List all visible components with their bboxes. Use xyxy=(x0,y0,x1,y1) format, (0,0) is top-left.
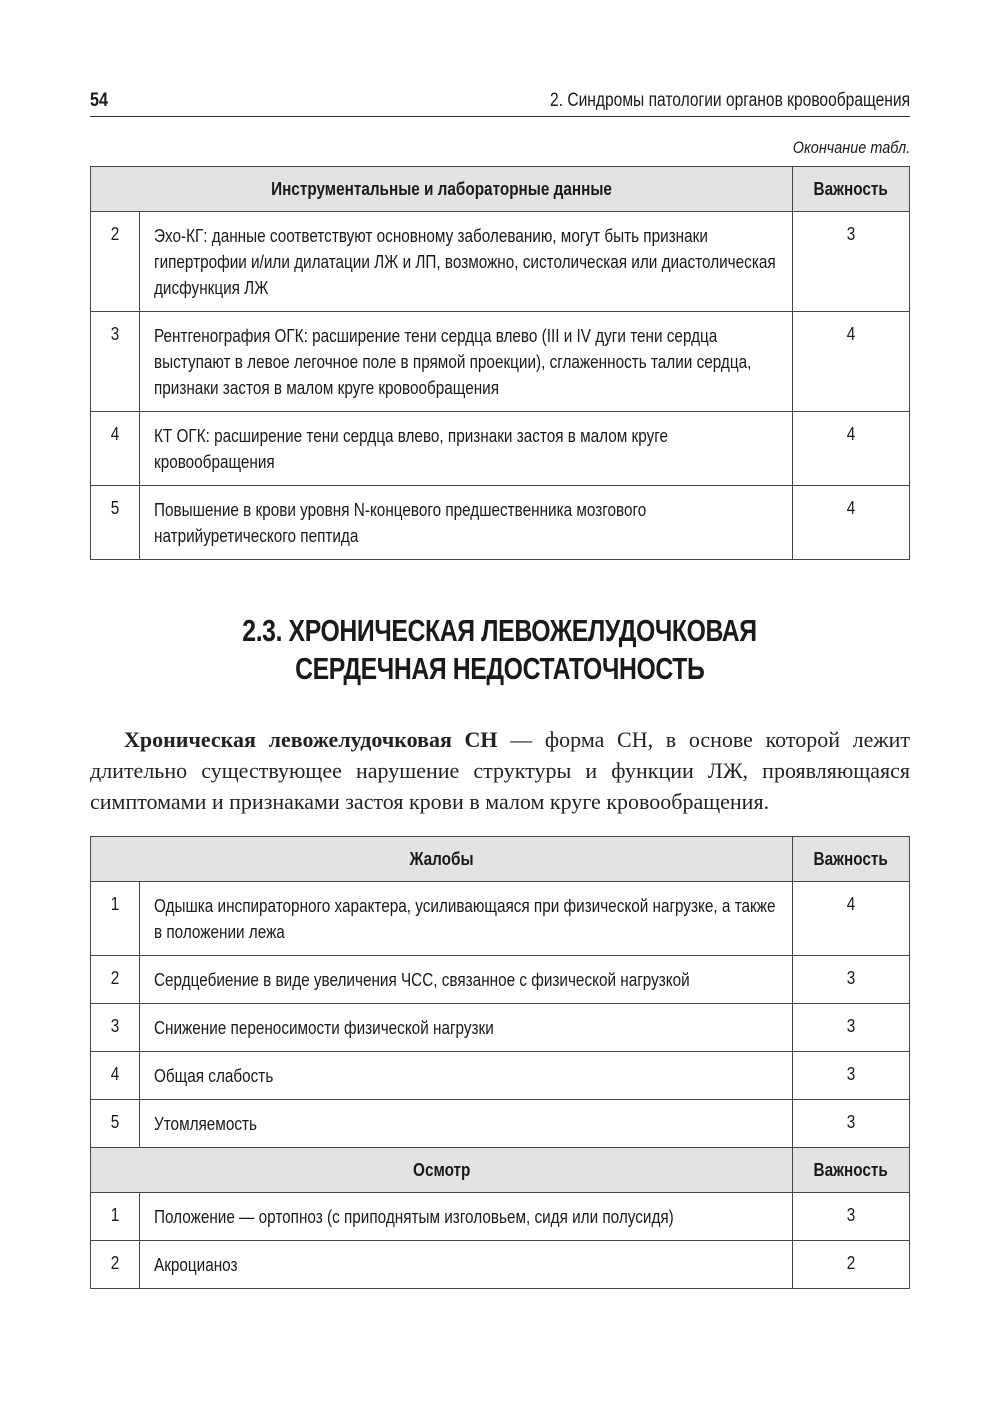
row-number: 5 xyxy=(91,486,140,560)
row-importance: 3 xyxy=(793,212,910,312)
table-row xyxy=(91,882,910,956)
row-text: КТ ОГК: расширение тени сердца влево, признаки застоя в малом круге кровообращения xyxy=(140,412,793,486)
column-header-exam: Осмотр xyxy=(91,1148,793,1193)
table-row xyxy=(91,1241,910,1289)
column-header-complaints: Жалобы xyxy=(91,837,793,882)
row-importance: 3 xyxy=(793,1004,910,1052)
table-header-row xyxy=(91,837,910,882)
table-row xyxy=(91,1052,910,1100)
table-row xyxy=(91,1004,910,1052)
column-header-importance: Важность xyxy=(793,1148,910,1193)
row-number: 4 xyxy=(91,412,140,486)
column-header-importance: Важность xyxy=(793,837,910,882)
section-heading-line-2: СЕРДЕЧНАЯ НЕДОСТАТОЧНОСТЬ xyxy=(295,651,705,686)
table-header-row xyxy=(91,1148,910,1193)
row-number: 2 xyxy=(91,1241,140,1289)
row-importance: 3 xyxy=(793,1100,910,1148)
row-text: Одышка инспираторного характера, усиливающаяся при физической нагрузке, а также в положении лежа xyxy=(140,882,793,956)
complaints-exam-table xyxy=(90,836,910,1289)
section-heading xyxy=(90,612,910,688)
row-text: Сердцебиение в виде увеличения ЧСС, связанное с физической нагрузкой xyxy=(140,956,793,1004)
row-number: 5 xyxy=(91,1100,140,1148)
row-number: 1 xyxy=(91,882,140,956)
table-row xyxy=(91,1100,910,1148)
row-text: Положение — ортопноз (с приподнятым изголовьем, сидя или полусидя) xyxy=(140,1193,793,1241)
row-text: Общая слабость xyxy=(140,1052,793,1100)
row-text: Акроцианоз xyxy=(140,1241,793,1289)
row-text: Повышение в крови уровня N-концевого предшественника мозгового натрийуретического пептида xyxy=(140,486,793,560)
row-importance: 4 xyxy=(793,412,910,486)
running-head xyxy=(90,86,910,117)
row-importance: 4 xyxy=(793,486,910,560)
table-caption: Окончание табл. xyxy=(792,138,910,157)
instrumental-data-table xyxy=(90,166,910,560)
table-row xyxy=(91,312,910,412)
row-number: 3 xyxy=(91,312,140,412)
row-importance: 3 xyxy=(793,1052,910,1100)
column-header-instrumental: Инструментальные и лабораторные данные xyxy=(91,167,793,212)
section-heading-line-1: 2.3. ХРОНИЧЕСКАЯ ЛЕВОЖЕЛУДОЧКОВАЯ xyxy=(242,613,758,648)
row-text: Рентгенография ОГК: расширение тени сердца влево (III и IV дуги тени сердца выступают в левое легочное поле в прямой проекции), сглаженность талии сердца, признаки застоя в малом круге кровообращения xyxy=(140,312,793,412)
row-number: 2 xyxy=(91,212,140,312)
intro-definition: — форма СН, в основе которой лежит длительно существующее нарушение структуры и функции ЛЖ, проявляющаяся симптомами и признаками застоя крови в малом круге кровообращения. xyxy=(90,727,911,814)
page-number: 54 xyxy=(90,90,108,111)
intro-term: Хроническая левожелудочковая СН xyxy=(124,727,498,752)
table-header-row xyxy=(91,167,910,212)
column-header-importance: Важность xyxy=(793,167,910,212)
row-importance: 4 xyxy=(793,882,910,956)
table-row xyxy=(91,212,910,312)
row-importance: 4 xyxy=(793,312,910,412)
row-importance: 2 xyxy=(793,1241,910,1289)
row-number: 3 xyxy=(91,1004,140,1052)
table-row xyxy=(91,956,910,1004)
row-number: 2 xyxy=(91,956,140,1004)
chapter-title: 2. Синдромы патологии органов кровообращения xyxy=(549,90,910,111)
row-number: 1 xyxy=(91,1193,140,1241)
row-text: Утомляемость xyxy=(140,1100,793,1148)
row-text: Снижение переносимости физической нагрузки xyxy=(140,1004,793,1052)
row-importance: 3 xyxy=(793,956,910,1004)
table-row xyxy=(91,1193,910,1241)
row-number: 4 xyxy=(91,1052,140,1100)
row-importance: 3 xyxy=(793,1193,910,1241)
row-text: Эхо-КГ: данные соответствуют основному заболеванию, могут быть признаки гипертрофии и/или дилатации ЛЖ и ЛП, возможно, систолическая или диастолическая дисфункция ЛЖ xyxy=(140,212,793,312)
table-row xyxy=(91,412,910,486)
intro-paragraph xyxy=(90,724,910,817)
table-row xyxy=(91,486,910,560)
